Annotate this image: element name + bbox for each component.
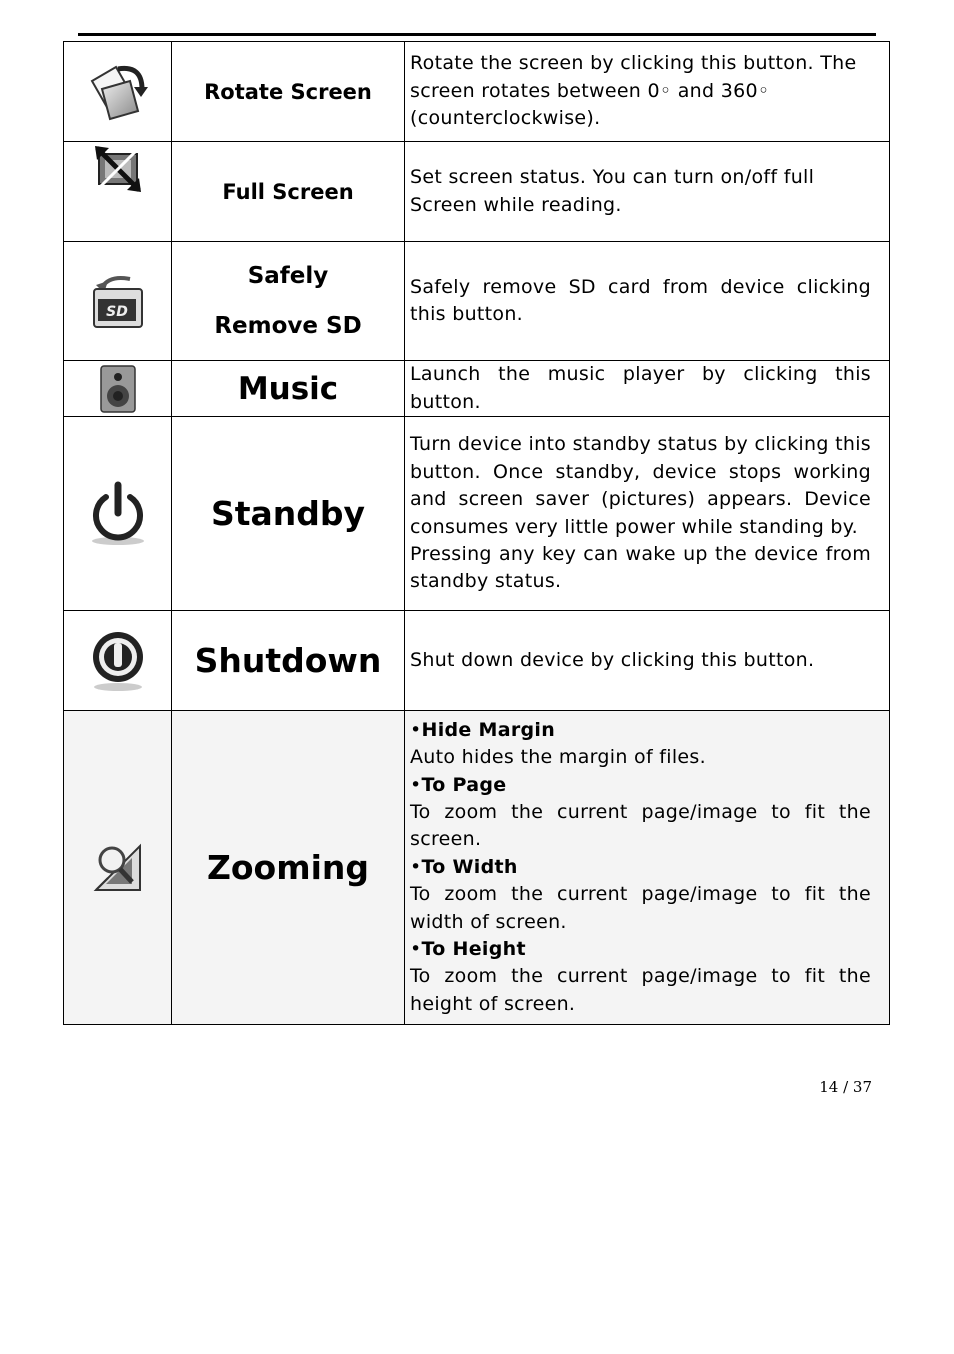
svg-text:SD: SD bbox=[105, 304, 128, 320]
zoom-option-to-page bbox=[410, 772, 871, 799]
table-row bbox=[64, 242, 890, 361]
safely-remove-sd-label-line2: Remove SD bbox=[214, 313, 362, 339]
rotate-screen-icon bbox=[64, 42, 172, 142]
zoom-option-title: Hide Margin bbox=[421, 718, 556, 741]
header-rule bbox=[78, 33, 876, 36]
table-row bbox=[64, 611, 890, 711]
sd-card-icon bbox=[64, 242, 172, 361]
table-row bbox=[64, 711, 890, 1025]
power-icon bbox=[64, 417, 172, 611]
standby-label: Standby bbox=[172, 417, 405, 611]
zoom-option-title: To Width bbox=[421, 855, 518, 878]
zoom-option-title: To Height bbox=[421, 938, 526, 961]
zooming-label: Zooming bbox=[172, 711, 405, 1025]
zoom-option-to-width bbox=[410, 854, 871, 881]
table-row bbox=[64, 361, 890, 417]
table-row bbox=[64, 142, 890, 242]
zoom-icon bbox=[64, 711, 172, 1025]
zoom-option-text: Auto hides the margin of files. bbox=[410, 746, 706, 769]
feature-table bbox=[63, 41, 890, 1025]
zoom-option-title: To Page bbox=[421, 773, 507, 796]
table-row bbox=[64, 417, 890, 611]
full-screen-description: Set screen status. You can turn on/off full Screen while reading. bbox=[405, 142, 890, 242]
page-number: 14 / 37 bbox=[819, 1078, 872, 1096]
speaker-icon bbox=[64, 361, 172, 417]
table-row bbox=[64, 42, 890, 142]
rotate-screen-description: Rotate the screen by clicking this button. The screen rotates between 0◦ and 360◦ (counterclockwise). bbox=[405, 42, 890, 142]
music-label: Music bbox=[172, 361, 405, 417]
standby-description-p2: Pressing any key can wake up the device from standby status. bbox=[410, 542, 871, 593]
music-description: Launch the music player by clicking this button. bbox=[405, 361, 890, 417]
shutdown-icon bbox=[64, 611, 172, 711]
bullet-icon: • bbox=[410, 855, 422, 878]
zoom-option-hide-margin bbox=[410, 717, 871, 744]
safely-remove-sd-label-line1: Safely bbox=[247, 263, 329, 289]
full-screen-label: Full Screen bbox=[172, 142, 405, 242]
bullet-icon: • bbox=[410, 718, 422, 741]
bullet-icon: • bbox=[410, 773, 422, 796]
shutdown-label: Shutdown bbox=[172, 611, 405, 711]
shutdown-description: Shut down device by clicking this button. bbox=[405, 611, 890, 711]
bullet-icon: • bbox=[410, 938, 422, 961]
zoom-option-text: To zoom the current page/image to fit the height of screen. bbox=[410, 965, 871, 1015]
safely-remove-sd-label bbox=[172, 242, 405, 361]
zoom-option-text: To zoom the current page/image to fit the screen. bbox=[410, 800, 871, 851]
full-screen-icon bbox=[64, 142, 172, 242]
safely-remove-sd-description: Safely remove SD card from device clicking this button. bbox=[405, 242, 890, 361]
zooming-description bbox=[405, 711, 890, 1025]
zoom-option-text: To zoom the current page/image to fit the width of screen. bbox=[410, 883, 871, 933]
zoom-option-to-height bbox=[410, 936, 871, 963]
rotate-screen-label: Rotate Screen bbox=[172, 42, 405, 142]
standby-description bbox=[405, 417, 890, 611]
standby-description-p1: Turn device into standby status by clicking this button. Once standby, device stops working and screen saver (pictures) appears. Device consumes very little power while standing by. bbox=[410, 433, 871, 538]
